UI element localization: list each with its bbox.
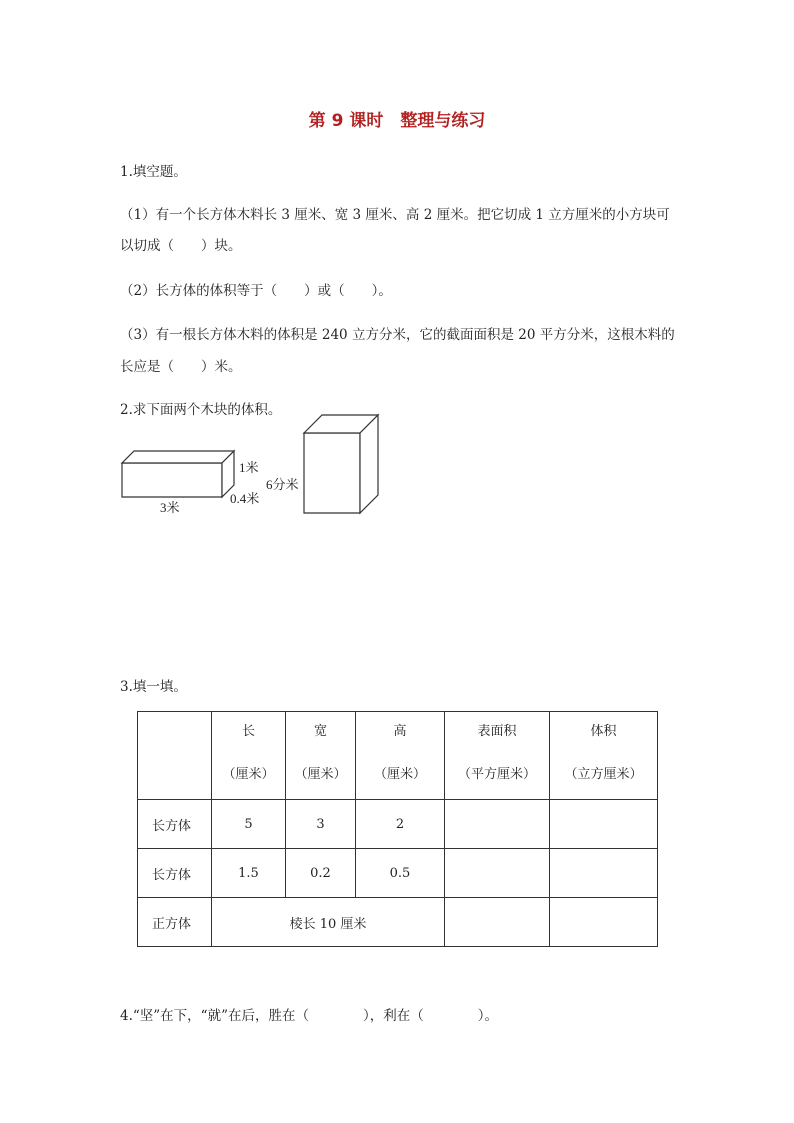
table-header-row [138,712,658,800]
cuboid-width-label: 0.4米 [230,491,260,506]
header-width: 宽 （厘米） [286,712,356,800]
cell-width: 0.2 [286,849,356,898]
cuboid-drawing [122,451,234,497]
row-label: 正方体 [138,898,212,947]
cell-volume-blank[interactable] [550,849,658,898]
q1-part2: （2）长方体的体积等于（ ）或（ ）。 [120,283,392,299]
cell-width: 3 [286,800,356,849]
cell-height: 0.5 [356,849,445,898]
q2-heading: 2.求下面两个木块的体积。 [120,402,282,418]
header-length: 长 （厘米） [212,712,286,800]
cell-surface-area-blank[interactable] [445,849,550,898]
cell-surface-area-blank[interactable] [445,898,550,947]
cuboid-length-label: 3米 [160,500,180,515]
fill-table [137,711,658,947]
cell-volume-blank[interactable] [550,898,658,947]
table-row [138,849,658,898]
q1-part1-line1: （1）有一个长方体木料长 3 厘米、宽 3 厘米、高 2 厘米。把它切成 1 立方厘米的小方块可 [120,207,670,223]
row-label: 长方体 [138,800,212,849]
q4-text: 4.“坚”在下，“就”在后，胜在（ ），利在（ ）。 [120,1008,498,1024]
header-volume: 体积 （立方厘米） [550,712,658,800]
header-surface-area: 表面积 （平方厘米） [445,712,550,800]
cell-length: 1.5 [212,849,286,898]
header-height: 高 （厘米） [356,712,445,800]
row-label: 长方体 [138,849,212,898]
table-row [138,898,658,947]
cell-length: 5 [212,800,286,849]
q1-part3-line1: （3）有一根长方体木料的体积是 240 立方分米，它的截面面积是 20 平方分米，这根木料的 [120,327,675,343]
q3-heading: 3.填一填。 [120,679,187,695]
cube-edge-label: 6分米 [266,477,299,492]
q1-part1-line2: 以切成（ ）块。 [120,238,242,254]
cuboid-height-label: 1米 [239,460,259,475]
wood-blocks-figure [110,405,410,525]
cell-volume-blank[interactable] [550,800,658,849]
cell-surface-area-blank[interactable] [445,800,550,849]
cube-edge-note: 棱长 10 厘米 [212,898,445,947]
cell-height: 2 [356,800,445,849]
q1-part3-line2: 长应是（ ）米。 [120,359,242,375]
table-row [138,800,658,849]
lesson-title: 第 9 课时 整理与练习 [308,111,486,131]
table-corner-cell [138,712,212,800]
q1-heading: 1.填空题。 [120,164,187,180]
cube-drawing [304,415,378,513]
